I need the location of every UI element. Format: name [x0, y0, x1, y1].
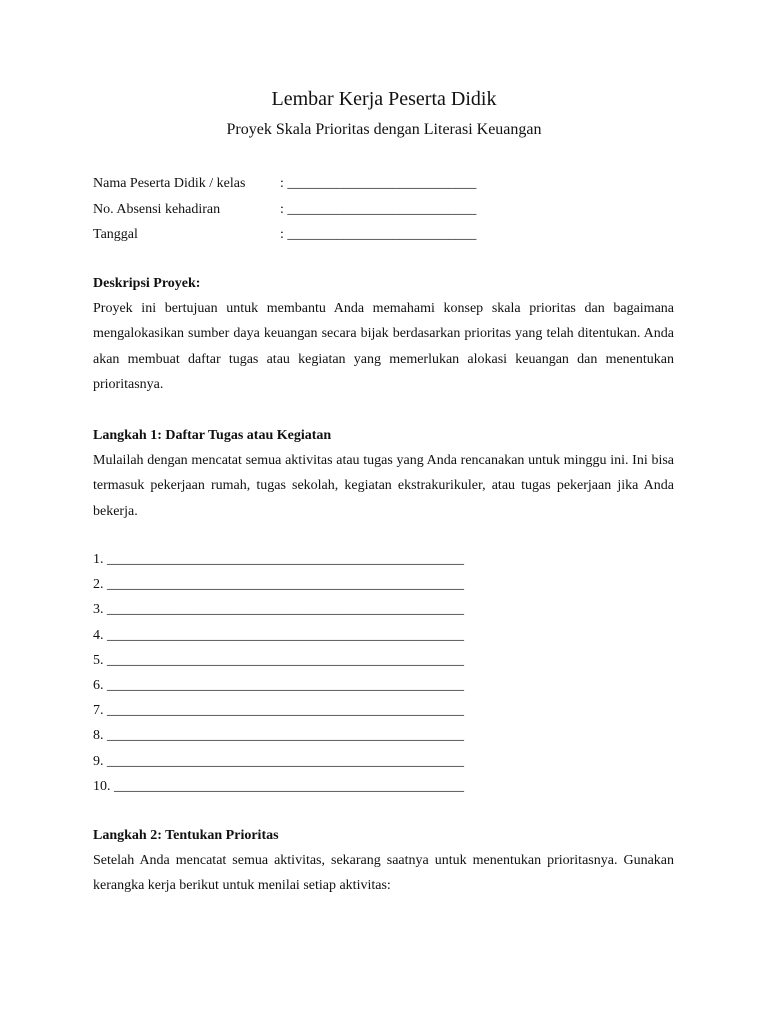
task-line: 8. ___________________________________________________: [93, 728, 464, 744]
deskripsi-paragraph: Proyek ini bertujuan untuk membantu Anda memahami konsep skala prioritas dan bagaimana mengalokasikan sumber daya keuangan secara bijak berdasarkan prioritas yang telah ditentukan. Anda akan membuat daftar tugas atau kegiatan yang memerlukan alokasi keuangan dan menentukan prioritasnya.: [93, 301, 674, 393]
identity-blank: : ___________________________: [280, 201, 477, 217]
page-subtitle: Proyek Skala Prioritas dengan Literasi Keuangan: [226, 121, 542, 138]
identity-fields: [93, 174, 553, 251]
task-list: [93, 550, 553, 802]
identity-blank: : ___________________________: [280, 227, 477, 242]
identity-label: Nama Peserta Didik / kelas: [93, 176, 246, 191]
task-line: 5. ___________________________________________________: [93, 652, 464, 668]
task-line: 10. __________________________________________________: [93, 778, 464, 794]
identity-blank: : ___________________________: [280, 176, 477, 191]
identity-label: No. Absensi kehadiran: [93, 201, 221, 217]
task-line: 2. ___________________________________________________: [93, 577, 464, 593]
task-line: 6. ___________________________________________________: [93, 677, 464, 693]
task-line: 4. ___________________________________________________: [93, 627, 464, 643]
langkah2-heading: Langkah 2: Tentukan Prioritas: [93, 828, 279, 843]
identity-row-absence: [93, 200, 553, 226]
task-line: 3. ___________________________________________________: [93, 602, 464, 618]
langkah1-paragraph: Mulailah dengan mencatat semua aktivitas atau tugas yang Anda rencanakan untuk minggu ini. Ini bisa termasuk pekerjaan rumah, tugas sekolah, kegiatan ekstrakurikuler, atau tugas pekerjaan jika Anda bekerja.: [93, 453, 674, 519]
task-line: 9. ___________________________________________________: [93, 753, 464, 769]
langkah1-heading: Langkah 1: Daftar Tugas atau Kegiatan: [93, 428, 332, 443]
task-line: 7. ___________________________________________________: [93, 703, 464, 719]
page-title: Lembar Kerja Peserta Didik: [271, 88, 497, 110]
task-line: 1. ___________________________________________________: [93, 552, 464, 567]
deskripsi-heading: Deskripsi Proyek:: [93, 276, 201, 291]
identity-row-date: [93, 225, 553, 251]
langkah2-paragraph: Setelah Anda mencatat semua aktivitas, sekarang saatnya untuk menentukan prioritasnya. Gunakan kerangka kerja berikut untuk menilai setiap aktivitas:: [93, 853, 674, 894]
identity-row-name: [93, 174, 553, 200]
identity-label: Tanggal: [93, 227, 138, 242]
